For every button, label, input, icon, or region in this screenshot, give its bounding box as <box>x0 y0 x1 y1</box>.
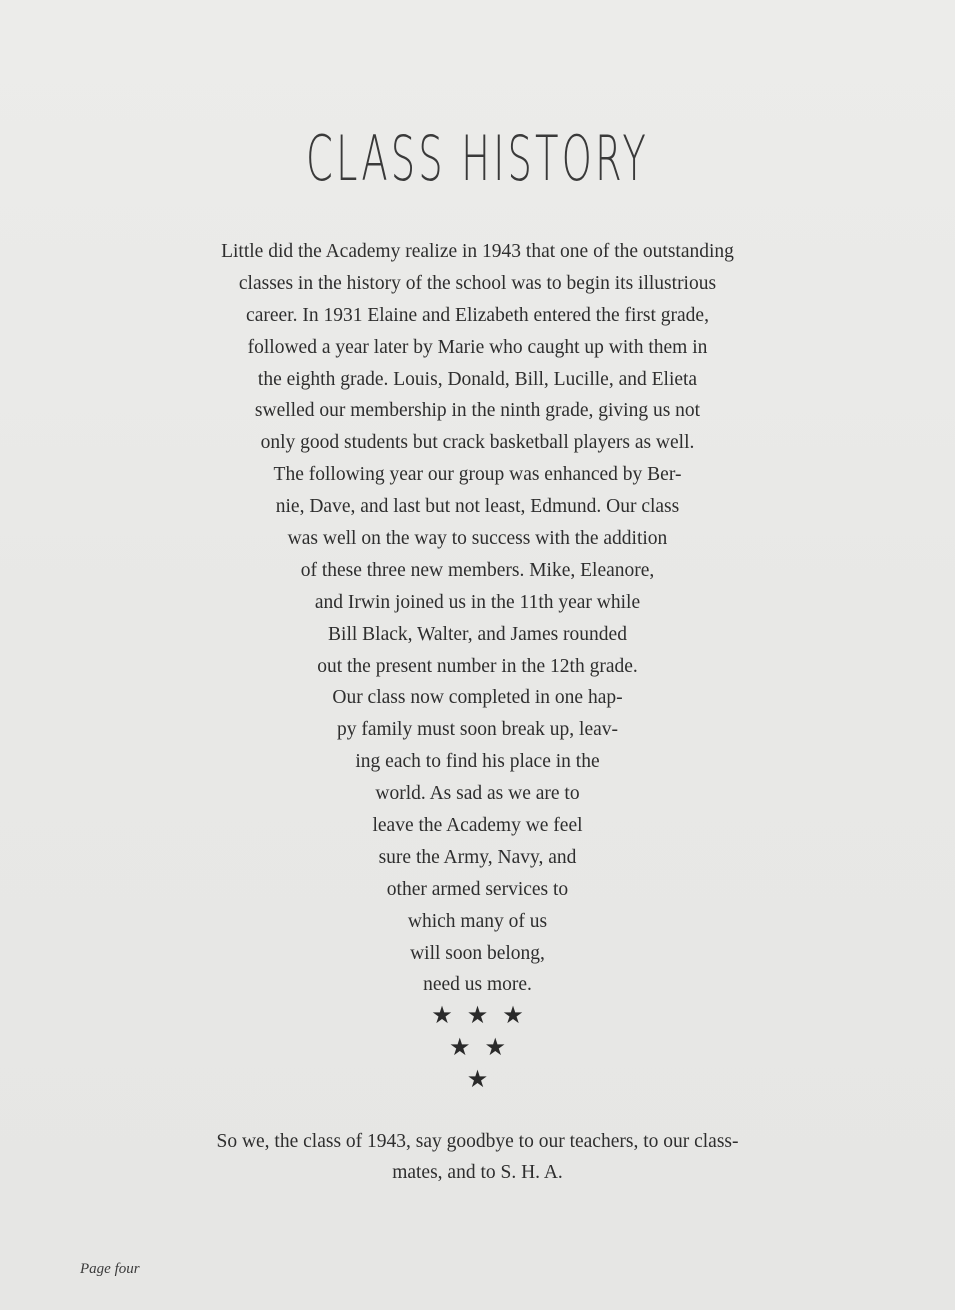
closing-line: So we, the class of 1943, say goodbye to our teachers, to our class- <box>216 1131 739 1152</box>
text-line: which many of us <box>407 910 548 932</box>
text-line: was well on the way to success with the addition <box>287 528 668 550</box>
star-icon: ★ <box>448 1033 471 1061</box>
text-line: of these three new members. Mike, Eleanore, <box>300 559 655 581</box>
page-title: CLASS HISTORY <box>306 122 649 195</box>
star-icon: ★ <box>466 1065 489 1093</box>
text-line: Bill Black, Walter, and James rounded <box>328 623 627 645</box>
text-line: Little did the Academy realize in 1943 that one of the outstanding <box>221 241 734 262</box>
text-line: ing each to find his place in the <box>355 751 600 773</box>
closing-paragraph <box>0 1126 955 1188</box>
text-line: world. As sad as we are to <box>375 783 580 805</box>
text-line: followed a year later by Marie who caught up with them in <box>247 336 708 358</box>
text-line: py family must soon break up, leav- <box>336 719 619 741</box>
star-row <box>0 1035 955 1059</box>
text-line: nie, Dave, and last but not least, Edmund. Our class <box>275 496 680 518</box>
text-line: Our class now completed in one hap- <box>332 687 623 709</box>
text-line: career. In 1931 Elaine and Elizabeth entered the first grade, <box>246 304 709 326</box>
star-icon: ★ <box>466 1001 489 1029</box>
text-line: will soon belong, <box>410 942 545 964</box>
text-line: need us more. <box>423 974 532 996</box>
text-line: and Irwin joined us in the 11th year while <box>314 591 641 613</box>
page-number: Page four <box>80 1261 140 1277</box>
text-line: out the present number in the 12th grade. <box>317 655 638 677</box>
star-icon: ★ <box>431 1001 453 1029</box>
text-line: swelled our membership in the ninth grade, giving us not <box>254 400 701 422</box>
text-line: other armed services to <box>386 878 569 900</box>
text-line: the eighth grade. Louis, Donald, Bill, Lucille, and Elieta <box>257 368 698 390</box>
star-row <box>0 1003 955 1027</box>
star-icon: ★ <box>484 1033 507 1061</box>
closing-line: mates, and to S. H. A. <box>392 1162 563 1183</box>
star-row <box>0 1067 955 1091</box>
text-line: The following year our group was enhanced by Ber- <box>273 464 682 486</box>
text-line: sure the Army, Navy, and <box>378 846 577 868</box>
text-line: only good students but crack basketball players as well. <box>260 432 695 454</box>
text-line: classes in the history of the school was to begin its illustrious <box>238 272 717 294</box>
text-line: leave the Academy we feel <box>372 815 583 837</box>
history-paragraph <box>0 236 955 1001</box>
star-icon: ★ <box>502 1001 524 1029</box>
